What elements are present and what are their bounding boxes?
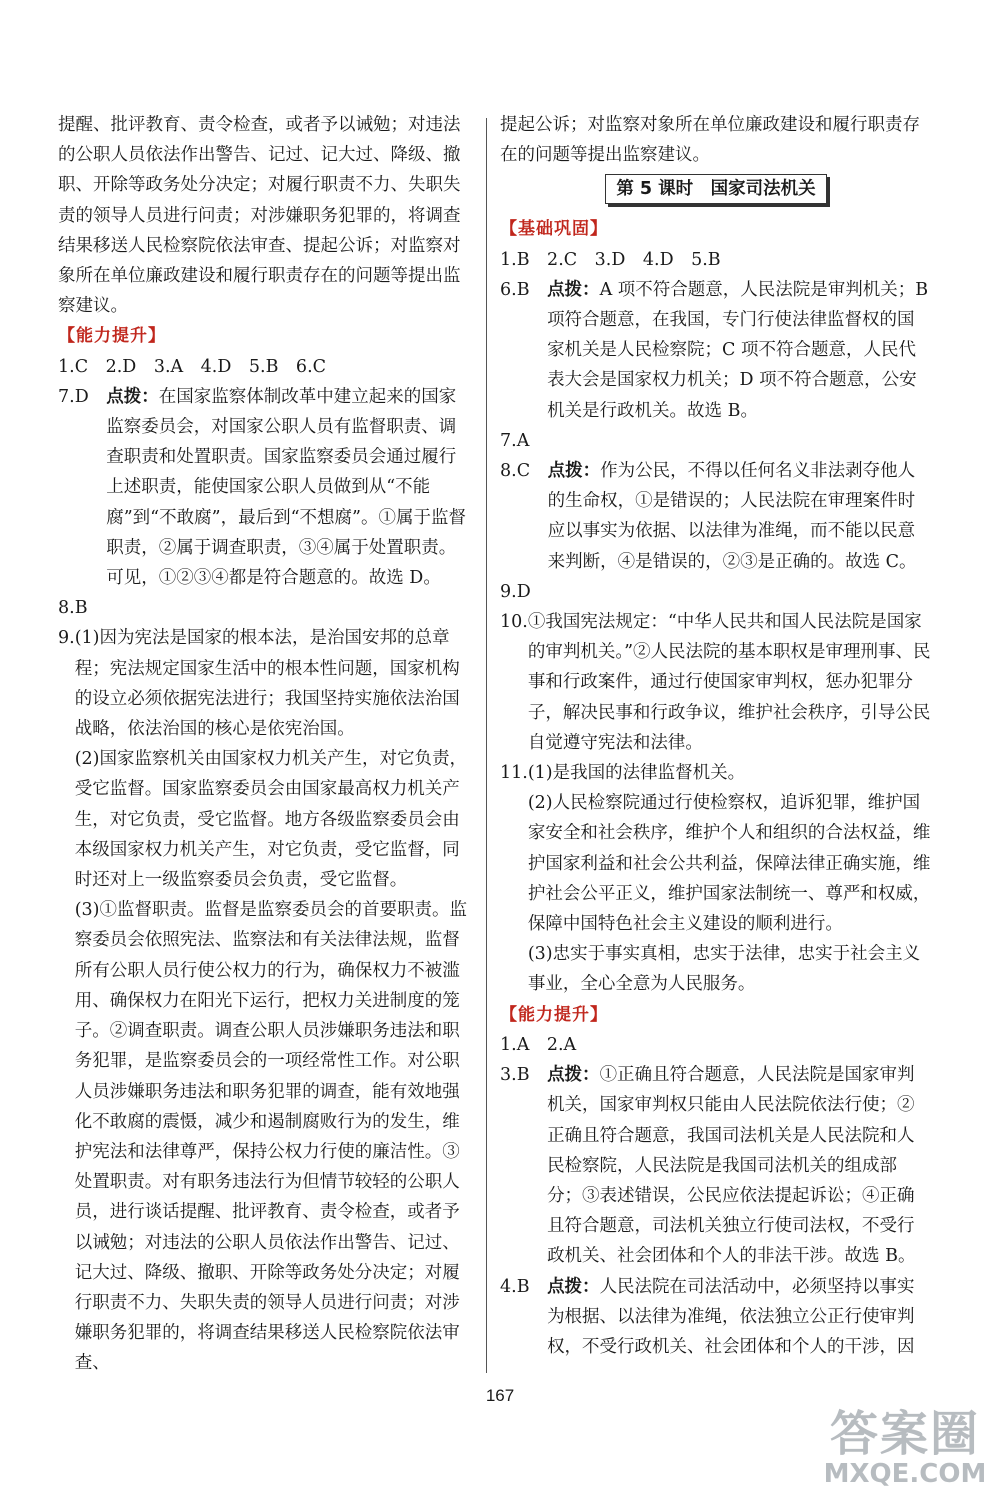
answer-line: 1.B 2.C 3.D 4.D 5.B — [500, 249, 721, 270]
left-column — [58, 110, 472, 1379]
item-number: 8.C — [500, 461, 548, 482]
watermark-logo — [815, 1395, 995, 1501]
answer-item-6 — [500, 275, 932, 426]
answer-item-8 — [500, 456, 932, 577]
hint-label: 点拨： — [547, 1065, 600, 1086]
lesson-title: 第 5 课时 国家司法机关 — [605, 174, 826, 204]
section-heading-ability: 【能力提升】 — [58, 326, 166, 347]
sub-answer-2: (2)人民检察院通过行使检察权，追诉犯罪，维护国家安全和社会秩序，维护个人和组织的合法权益，维护国家利益和社会公共利益，保障法律正确实施，维护社会公平正义，维护国家法制统一、尊严和权威，保障中国特色社会主义建设的顺利进行。 — [527, 793, 931, 935]
answer-line: 7.A — [500, 430, 530, 451]
answer-item-7 — [58, 382, 472, 593]
hint-label: 点拨： — [547, 461, 601, 482]
answer-line: 1.C 2.D 3.A 4.D 5.B 6.C — [58, 356, 327, 377]
item-number: 4.B — [500, 1276, 548, 1297]
item-number: 11. — [500, 763, 528, 784]
page-number: 167 — [485, 1386, 515, 1405]
answer-item-4 — [500, 1272, 932, 1363]
item-text: ①正确且符合题意，人民法院是国家审判机关，国家审判权只能由人民法院依法行使；②正确且符合题意，我国司法机关是人民法院和人民检察院，人民法院是我国司法机关的组成部分；③表述错误，公民应依法提起诉讼；④正确且符合题意，司法机关独立行使司法权，不受行政机关、社会团体和个人的非法干涉。故选 B。 — [547, 1065, 916, 1267]
item-text: ①我国宪法规定：“中华人民共和国人民法院是国家的审判机关。”②人民法院的基本职权是审理刑事、民事和行政案件，通过行使国家审判权，惩办犯罪分子，解决民事和行政争议，维护社会秩序，引导公民自觉遵守宪法和法律。 — [527, 612, 931, 753]
right-column — [500, 110, 932, 1362]
sub-answer-3: (3)①监督职责。监督是监察委员会的首要职责。监察委员会依照宪法、监察法和有关法律法规，监督所有公职人员行使公权力的行为，确保权力不被滥用、确保权力在阳光下运行，把权力关进制度的笼子。②调查职责。调查公职人员涉嫌职务违法和职务犯罪，是监察委员会的一项经常性工作。对公职人员涉嫌职务违法和职务犯罪的调查，能有效地强化不敢腐的震慑，减少和遏制腐败行为的发生，维护宪法和法律尊严，保持公权力行使的廉洁性。③处置职责。对有职务违法行为但情节较轻的公职人员，进行谈话提醒、批评教育、责令检查，或者予以诫勉；对违法的公职人员依法作出警告、记过、记大过、降级、撤职、开除等政务处分决定；对履行职责不力、失职失责的领导人员进行问责；对涉嫌职务犯罪的，将调查结果移送人民检察院依法审查、 — [74, 900, 467, 1374]
sub-answer-1: (1)是我国的法律监督机关。 — [527, 763, 746, 784]
section-heading-basic: 【基础巩固】 — [500, 219, 608, 240]
item-number: 3.B — [500, 1065, 548, 1086]
answer-line: 1.A 2.A — [500, 1034, 577, 1055]
answer-item-11 — [500, 758, 932, 1000]
answer-item-9 — [58, 623, 472, 1378]
column-divider — [486, 118, 487, 1373]
item-text: 在国家监察体制改革中建立起来的国家监察委员会，对国家公职人员有监督职责、调查职责和处置职责。国家监察委员会通过履行上述职责，能使国家公职人员做到从“不能腐”到“不敢腐”，最后到“不想腐”。①属于监督职责，②属于调查职责，③④属于处置职责。可见，①②③④都是符合题意的。故选 D。 — [106, 386, 466, 589]
item-text: A 项不符合题意，人民法院是审判机关；B 项符合题意，在我国，专门行使法律监督权的国家机关是人民检察院；C 项不符合题意，人民代表大会是国家权力机关；D 项不符合题意，公安机关是行政机关。故选 B。 — [547, 279, 929, 421]
item-text: 人民法院在司法活动中，必须坚持以事实为根据、以法律为准绳，依法独立公正行使审判权，不受行政机关、社会团体和个人的干涉，因 — [547, 1276, 915, 1357]
section-heading-ability: 【能力提升】 — [500, 1004, 608, 1025]
item-number: 10. — [500, 612, 528, 633]
answer-item-10 — [500, 607, 932, 758]
sub-answer-3: (3)忠实于事实真相，忠实于法律，忠实于社会主义事业，全心全意为人民服务。 — [527, 944, 921, 995]
watermark-text: 答案圈 — [829, 1406, 980, 1462]
watermark-url: MXQE.COM — [823, 1459, 987, 1489]
item-number: 6.B — [500, 279, 548, 300]
sub-answer-1: (1)因为宪法是国家的根本法，是治国安邦的总章程；宪法规定国家生活中的根本性问题，国家机构的设立必须依据宪法进行；我国坚持实施依法治国战略，依法治国的核心是依宪治国。 — [74, 628, 460, 740]
answer-item-3 — [500, 1060, 932, 1271]
paragraph: 提起公诉；对监察对象所在单位廉政建设和履行职责存在的问题等提出监察建议。 — [500, 115, 920, 166]
hint-label: 点拨： — [106, 386, 159, 407]
paragraph: 提醒、批评教育、责令检查，或者予以诫勉；对违法的公职人员依法作出警告、记过、记大过、降级、撤职、开除等政务处分决定；对履行职责不力、失职失责的领导人员进行问责；对涉嫌职务犯罪的，将调查结果移送人民检察院依法审查、提起公诉；对监察对象所在单位廉政建设和履行职责存在的问题等提出监察建议。 — [58, 115, 461, 317]
item-number: 9. — [58, 628, 75, 649]
hint-label: 点拨： — [547, 279, 600, 300]
sub-answer-2: (2)国家监察机关由国家权力机关产生，对它负责，受它监督。国家监察委员会由国家最高权力机关产生，对它负责，受它监督。地方各级监察委员会由本级国家权力机关产生，对它负责，受它监督，同时还对上一级监察委员会负责，受它监督。 — [74, 749, 467, 891]
hint-label: 点拨： — [547, 1276, 600, 1297]
answer-line: 9.D — [500, 581, 531, 602]
item-number: 7.D — [58, 386, 107, 407]
answer-line: 8.B — [58, 598, 88, 619]
item-text: 作为公民，不得以任何名义非法剥夺他人的生命权，①是错误的；人民法院在审理案件时应以事实为依据、以法律为准绳，而不能以民意来判断，④是错误的，②③是正确的。故选 C。 — [547, 461, 917, 572]
